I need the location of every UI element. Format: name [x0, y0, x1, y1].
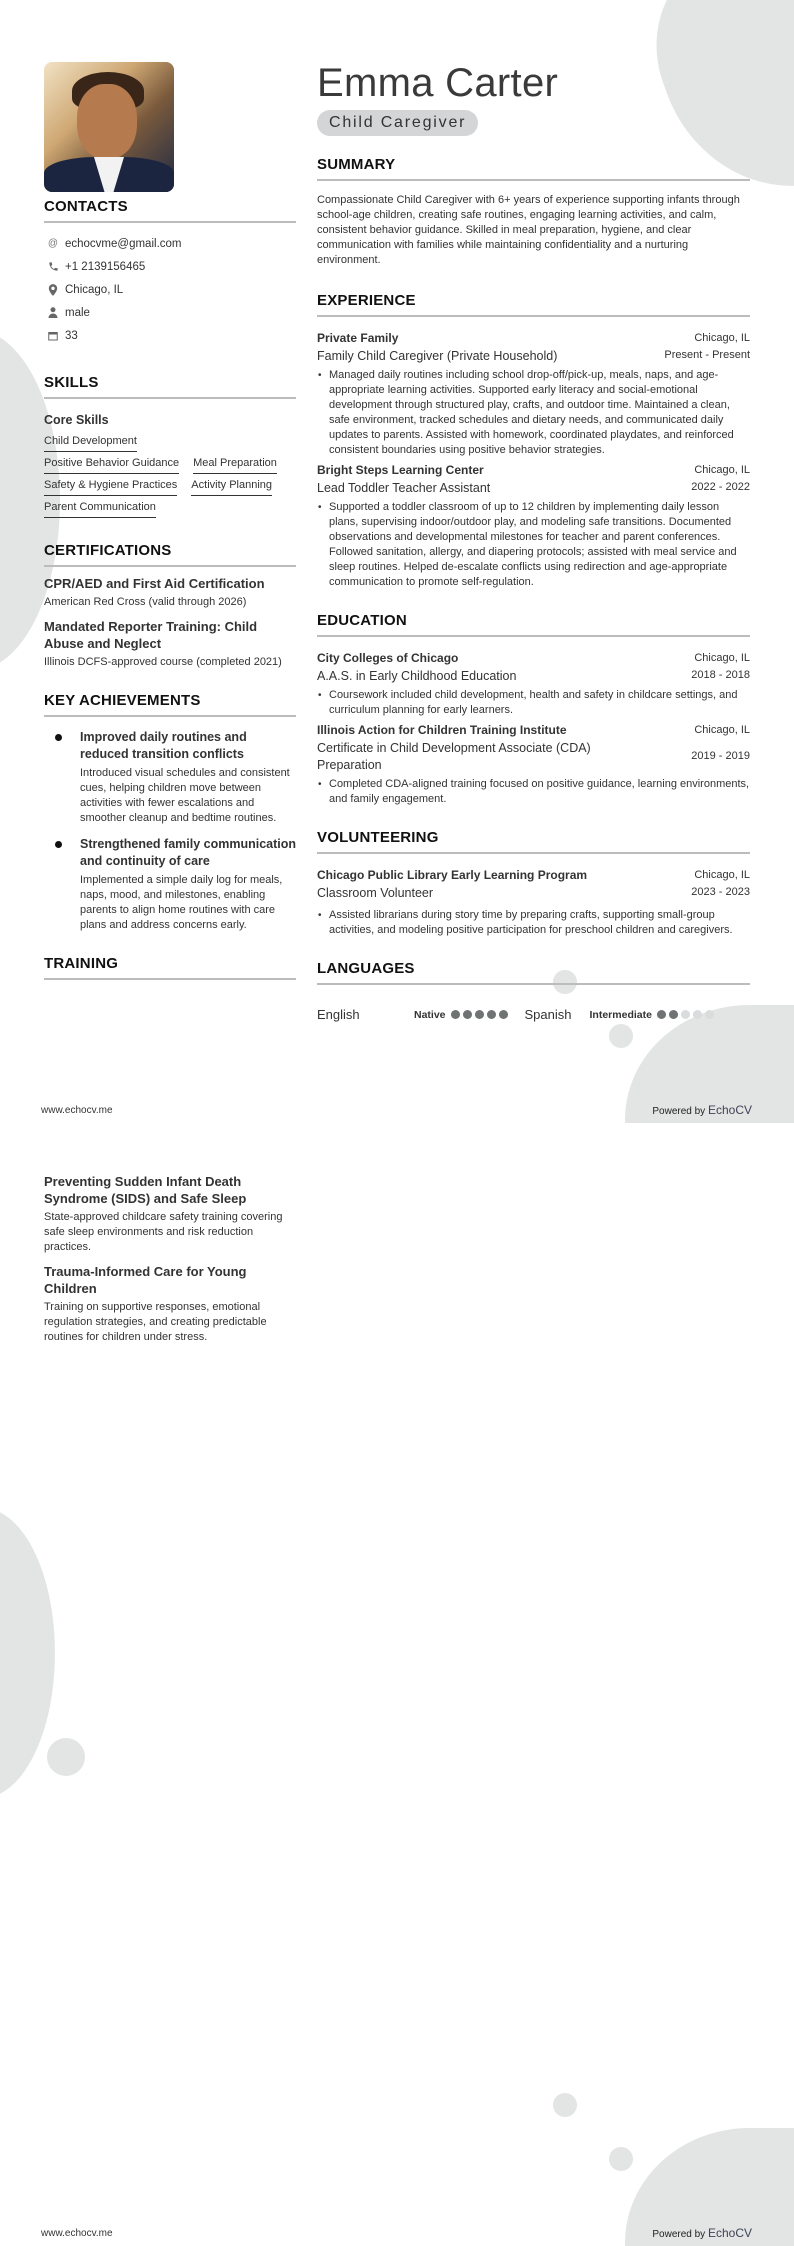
footer-website-link[interactable]: www.echocv.me — [41, 1105, 113, 1116]
section-divider — [317, 852, 750, 854]
contact-gender: male — [44, 301, 296, 324]
contact-age: 33 — [44, 324, 296, 347]
location-icon — [47, 284, 59, 296]
position: Classroom Volunteer — [317, 886, 434, 900]
education-entry — [317, 723, 750, 807]
skill-tag: Parent Communication — [44, 497, 156, 518]
position: Family Child Caregiver (Private Household) — [317, 349, 558, 363]
location: Chicago, IL — [694, 464, 750, 476]
organization: Chicago Public Library Early Learning Program — [317, 868, 588, 882]
section-divider — [317, 179, 750, 181]
certifications-section — [44, 542, 296, 670]
degree: Certificate in Child Development Associate (CDA) Preparation — [317, 741, 591, 772]
location: Chicago, IL — [694, 869, 750, 881]
dates: 2023 - 2023 — [691, 886, 750, 898]
section-title: TRAINING — [44, 955, 119, 972]
contact-location: Chicago, IL — [44, 278, 296, 301]
section-divider — [317, 315, 750, 317]
description-bullet: • Completed CDA-aligned training focused on positive guidance, learning environments, and family engagement. — [317, 777, 750, 807]
location: Chicago, IL — [694, 332, 750, 344]
achievement-item: Improved daily routines and reduced transition conflicts Introduced visual schedules and consistent cues, helping children move between activities with fewer escalations and smoother cleanup and bedtime routines. — [44, 729, 296, 826]
section-divider — [44, 715, 296, 717]
dates: 2018 - 2018 — [691, 669, 750, 681]
decorative-dot — [609, 2147, 633, 2171]
position: Lead Toddler Teacher Assistant — [317, 481, 491, 495]
at-icon: @ — [47, 238, 59, 249]
experience-entry — [317, 463, 750, 590]
footer-website-link[interactable]: www.echocv.me — [41, 2228, 113, 2239]
training-section — [44, 955, 296, 980]
left-column — [44, 198, 296, 980]
skills-section — [44, 374, 296, 518]
skill-tag: Activity Planning — [191, 475, 272, 496]
section-divider — [317, 635, 750, 637]
job-title-badge: Child Caregiver — [317, 110, 478, 136]
summary-section — [317, 156, 750, 268]
contacts-section — [44, 198, 296, 347]
description-bullet: • Supported a toddler classroom of up to 12 children by implementing daily lesson plans, supervising indoor/outdoor play, and modeling safe transitions. Documented observations and developmental milestones for teacher and parent conferences. Followed sanitation, allergy, and diapering protocols; assisted with meal service and sleep routines. Helped de-escalate conflicts using redirection and age-appropriate communication to promote self-regulation. — [317, 500, 750, 590]
calendar-icon — [47, 330, 59, 342]
decorative-dot — [553, 2093, 577, 2117]
proficiency-dots — [657, 1007, 717, 1022]
language-name: Spanish — [524, 1007, 572, 1022]
achievement-item: Strengthened family communication and continuity of care Implemented a simple daily log for meals, naps, mood, and milestones, enabling parents to align home routines with care plans and address concerns early. — [44, 836, 296, 933]
powered-by[interactable]: Powered by EchoCV — [652, 1103, 752, 1117]
institution: City Colleges of Chicago — [317, 651, 459, 665]
brand-logo-text: EchoCV — [707, 2226, 752, 2240]
profile-photo — [44, 62, 174, 192]
section-divider — [44, 397, 296, 399]
education-section — [317, 612, 750, 807]
resume-page-2 — [0, 1123, 794, 2246]
volunteering-section — [317, 829, 750, 938]
skill-group-title: Core Skills — [44, 413, 109, 427]
certification-item: CPR/AED and First Aid Certification American Red Cross (valid through 2026) — [44, 576, 265, 608]
description-bullet: • Managed daily routines including school drop-off/pick-up, meals, naps, and age-appropriate learning activities. Supported early literacy and social-emotional development through structured play, crafts, and outdoor time. Maintained a clean, safe environment, tracked schedules and dietary needs, and communicated daily updates to parents. Assisted with homework, coordinated playdates, and reinforced consistent boundaries using positive behavior strategies. — [317, 368, 750, 458]
right-column — [317, 60, 750, 1022]
skill-tag: Meal Preparation — [193, 453, 277, 474]
training-continued — [44, 1165, 296, 1345]
contact-phone[interactable]: +1 2139156465 — [44, 255, 296, 278]
location: Chicago, IL — [694, 652, 750, 664]
skill-tag: Positive Behavior Guidance — [44, 453, 179, 474]
brand-logo-text: EchoCV — [707, 1103, 752, 1117]
training-item: Preventing Sudden Infant Death Syndrome (SIDS) and Safe Sleep State-approved childcare safety training covering safe sleep environments and risk reduction practices. — [44, 1174, 283, 1253]
section-divider — [44, 978, 296, 980]
section-title: EDUCATION — [317, 612, 407, 629]
decorative-dot — [47, 1738, 85, 1776]
dates: 2022 - 2022 — [691, 481, 750, 493]
person-icon — [47, 307, 59, 319]
skill-tag: Safety & Hygiene Practices — [44, 475, 177, 496]
organization: Private Family — [317, 331, 399, 345]
description-bullet: • Coursework included child development, health and safety in childcare settings, and curriculum planning for early learners. — [317, 688, 750, 718]
section-title: SUMMARY — [317, 156, 396, 173]
decorative-dot — [609, 1024, 633, 1048]
section-title: SKILLS — [44, 374, 99, 391]
institution: Illinois Action for Children Training Institute — [317, 723, 567, 737]
language-level: Native — [414, 1008, 446, 1021]
section-title: KEY ACHIEVEMENTS — [44, 692, 201, 709]
section-divider — [44, 221, 296, 223]
language-level: Intermediate — [589, 1008, 652, 1021]
section-title: EXPERIENCE — [317, 292, 416, 309]
section-title: CONTACTS — [44, 198, 128, 215]
skill-tag: Child Development — [44, 431, 137, 452]
section-title: VOLUNTEERING — [317, 829, 439, 846]
dates: Present - Present — [664, 349, 750, 361]
bullet-icon — [55, 841, 62, 848]
phone-icon — [47, 261, 59, 273]
section-title: CERTIFICATIONS — [44, 542, 172, 559]
languages-row — [317, 1007, 750, 1022]
education-entry — [317, 651, 750, 718]
language-name: English — [317, 1007, 360, 1022]
experience-section — [317, 292, 750, 590]
certification-item: Mandated Reporter Training: Child Abuse and Neglect Illinois DCFS-approved course (completed 2021) — [44, 619, 282, 668]
section-divider — [44, 565, 296, 567]
contact-email[interactable]: @ echocvme@gmail.com — [47, 237, 182, 250]
experience-entry — [317, 331, 750, 458]
degree: A.A.S. in Early Childhood Education — [317, 669, 517, 683]
candidate-name: Emma Carter — [317, 61, 559, 105]
volunteering-entry — [317, 868, 750, 938]
section-title: LANGUAGES — [317, 960, 415, 977]
languages-section — [317, 960, 750, 1022]
key-achievements-section — [44, 692, 296, 933]
proficiency-dots — [451, 1007, 511, 1022]
training-item: Trauma-Informed Care for Young Children Training on supportive responses, emotional regulation strategies, and creating predictable routines for children under stress. — [44, 1264, 267, 1343]
section-divider — [317, 983, 750, 985]
bullet-icon — [55, 734, 62, 741]
description-bullet: • Assisted librarians during story time by preparing crafts, supporting small-group activities, and modeling positive participation for preschool children and caregivers. — [317, 908, 750, 938]
powered-by[interactable]: Powered by EchoCV — [652, 2226, 752, 2240]
dates: 2019 - 2019 — [691, 749, 750, 762]
summary-text: Compassionate Child Caregiver with 6+ years of experience supporting infants through school-age children, creating safe routines, engaging learning activities, and calm, consistent behavior guidance. Skilled in meal preparation, hygiene, and clear communication with families while maintaining confidentiality and a nurturing environment. — [317, 194, 740, 266]
location: Chicago, IL — [694, 724, 750, 736]
organization: Bright Steps Learning Center — [317, 463, 484, 477]
